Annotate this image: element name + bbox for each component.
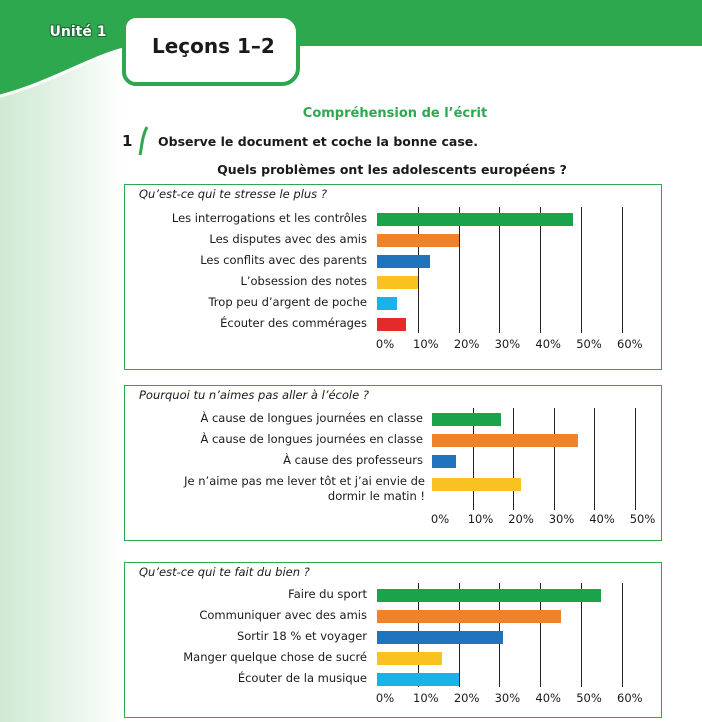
- chart-bar: [377, 234, 459, 247]
- chart-question: Pourquoi tu n’aimes pas aller à l’école ?: [139, 388, 369, 402]
- chart-panel-school: [124, 385, 662, 541]
- chart-category-label: L’obsession des notes: [240, 274, 367, 288]
- chart-panel-wellbeing: [124, 562, 662, 718]
- document-title: Quels problèmes ont les adolescents européens ?: [217, 162, 567, 177]
- chart-tick-label: 0%: [375, 691, 395, 705]
- chart-category-label: Les conflits avec des parents: [200, 253, 367, 267]
- chart-gridline: [622, 207, 623, 333]
- chart-tick-label: 20%: [508, 512, 534, 526]
- chart-tick-label: 50%: [576, 337, 602, 351]
- chart-bar: [432, 478, 521, 491]
- chart-category-label: Écouter des commérages: [220, 316, 367, 330]
- exercise-slash-decoration: [138, 126, 150, 156]
- chart-tick-label: 40%: [535, 337, 561, 351]
- chart-bar: [432, 455, 456, 468]
- chart-bar: [377, 297, 397, 310]
- chart-bar: [377, 276, 418, 289]
- chart-tick-label: 30%: [494, 337, 521, 351]
- chart-category-label: Trop peu d’argent de poche: [208, 295, 367, 309]
- chart-tick-label: 50%: [576, 691, 602, 705]
- chart-category-label: Sortir 18 % et voyager: [236, 629, 367, 643]
- unit-badge: Unité 1: [49, 24, 107, 40]
- chart-gridline: [581, 207, 582, 333]
- chart-tick-label: 60%: [617, 337, 643, 351]
- chart-category-label: Les disputes avec des amis: [209, 232, 367, 246]
- chart-bar: [377, 610, 561, 623]
- chart-gridline: [635, 408, 636, 510]
- chart-tick-label: 10%: [467, 512, 494, 526]
- chart-gridline: [513, 408, 514, 510]
- chart-bar: [377, 673, 459, 686]
- chart-category-label: À cause de longues journées en classe: [200, 411, 423, 425]
- chart-bar: [377, 255, 430, 268]
- lessons-title: Leçons 1–2: [152, 34, 275, 58]
- chart-category-label: Écouter de la musique: [237, 671, 367, 685]
- chart-tick-label: 40%: [589, 512, 615, 526]
- chart-category-label: Faire du sport: [288, 587, 367, 601]
- chart-tick-label: 30%: [494, 691, 521, 705]
- chart-tick-label: 10%: [413, 337, 439, 351]
- chart-category-label: À cause des professeurs: [283, 453, 423, 467]
- chart-tick-label: 20%: [453, 691, 480, 705]
- exercise-number: 1: [122, 132, 133, 150]
- chart-panel-stress: [124, 184, 662, 370]
- chart-bar: [432, 413, 501, 426]
- chart-bar: [432, 434, 578, 447]
- chart-question: Qu’est-ce qui te stresse le plus ?: [139, 187, 327, 201]
- chart-tick-label: 20%: [453, 337, 480, 351]
- chart-category-label: Les interrogations et les contrôles: [171, 211, 367, 225]
- chart-gridline: [594, 408, 595, 510]
- chart-category-label: À cause de longues journées en classe: [200, 432, 423, 446]
- chart-bar: [377, 631, 503, 644]
- header-wave-decoration: [0, 40, 140, 100]
- chart-bar: [377, 213, 573, 226]
- chart-tick-label: 0%: [430, 512, 450, 526]
- chart-tick-label: 10%: [413, 691, 439, 705]
- chart-category-label: Communiquer avec des amis: [199, 608, 367, 622]
- chart-category-label: Je n’aime pas me lever tôt et j’ai envie de dormir le matin !: [184, 474, 425, 503]
- chart-tick-label: 50%: [629, 512, 656, 526]
- chart-tick-label: 30%: [548, 512, 575, 526]
- chart-tick-label: 40%: [535, 691, 561, 705]
- chart-bar: [377, 652, 442, 665]
- chart-bar: [377, 589, 601, 602]
- chart-gridline: [622, 583, 623, 687]
- section-heading: Compréhension de l’écrit: [302, 106, 488, 121]
- chart-gridline: [554, 408, 555, 510]
- exercise-instruction: Observe le document et coche la bonne case.: [158, 134, 479, 149]
- chart-category-label: Manger quelque chose de sucré: [183, 650, 367, 664]
- chart-question: Qu’est-ce qui te fait du bien ?: [139, 565, 310, 579]
- chart-tick-label: 60%: [617, 691, 643, 705]
- chart-bar: [377, 318, 406, 331]
- chart-tick-label: 0%: [375, 337, 395, 351]
- page-margin-strip: [0, 0, 124, 722]
